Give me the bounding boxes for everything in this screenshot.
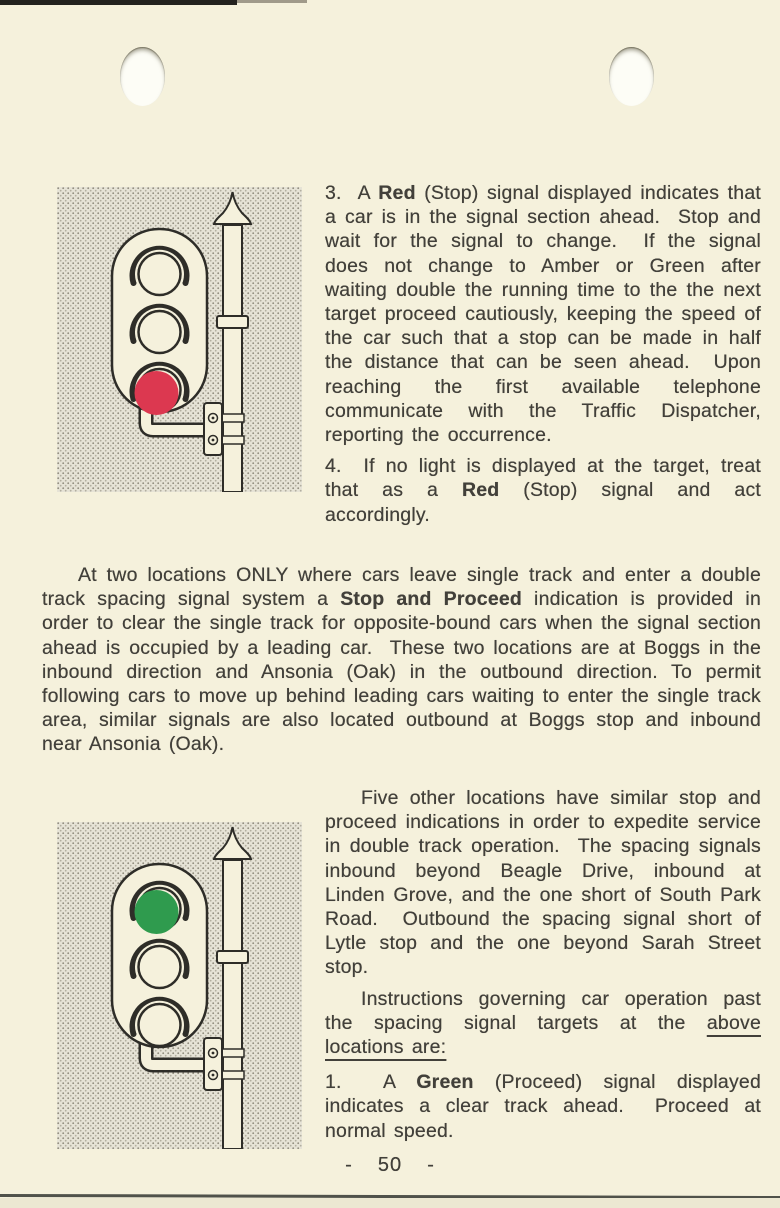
paragraph-five-locations: Five other locations have similar stop and proceed indications in order to expedite service in double track operation. The spacing signals inbound beyond Beagle Drive, inbound at Linden Grove, and the one short of South Park Road. Outbound the spacing signal short of Lytle stop and the one beyond Sarah Street stop. [325,787,761,979]
bracket-plate [204,1038,222,1090]
signal-head [112,229,207,415]
red-stop-light [135,371,179,415]
spacing-signal-red-illustration [57,187,302,492]
text-column-lower [325,786,761,1150]
lamp-middle [139,946,181,988]
scan-edge-bottom-below [0,1198,780,1208]
punch-hole-right [609,47,654,106]
paragraph-item-1: 1. A Green (Proceed) signal displayed indicates a clear track ahead. Proceed at normal speed. [325,1071,762,1142]
paragraph-item-4: 4. If no light is displayed at the target, treat that as a Red (Stop) signal and act accordingly. [325,455,762,526]
pole-collar [217,316,248,328]
punch-hole-left [120,47,165,106]
paragraph-two-locations-wrap [42,563,761,764]
paragraph-two-locations: At two locations ONLY where cars leave single track and enter a double track spacing signal system a Stop and Proceed indication is provided in order to clear the single track for opposite-bound cars when the signal section ahead is occupied by a leading car. These two locations are at Boggs in the inbound direction and Ansonia (Oak) in the outbound direction. To permit following cars to move up behind leading cars waiting to enter the single track area, similar signals are also located outbound at Boggs stop and inbound near Ansonia (Oak). [42,564,762,756]
paragraph-item-3: 3. A Red (Stop) signal displayed indicates that a car is in the signal section ahead. Stop and wait for the signal to change. If the signal does not change to Amber or Green after waiting double the running time to the the next target proceed cautiously, keeping the speed of the car such that a stop can be made in half the distance that can be seen ahead. Upon reaching the first available telephone communicate with the Traffic Dispatcher, reporting the occurrence. [325,182,761,447]
lamp-bottom [139,1004,181,1046]
spacing-signal-green-illustration [57,822,302,1149]
green-proceed-light [135,890,179,934]
scan-edge-top [0,0,237,5]
paragraph-instructions: Instructions governing car operation past the spacing signal targets at the above locations are: [325,987,761,1059]
text-column-upper [325,181,761,534]
figure-spacing-signal-green [57,822,302,1149]
scan-edge-top-fade [237,0,307,3]
bracket-plate [204,403,222,455]
lamp-top [139,253,181,295]
page-number: - 50 - [345,1154,435,1176]
lamp-middle [139,311,181,353]
pole-collar [217,951,248,963]
figure-spacing-signal-red [57,187,302,492]
signal-head [112,864,207,1047]
